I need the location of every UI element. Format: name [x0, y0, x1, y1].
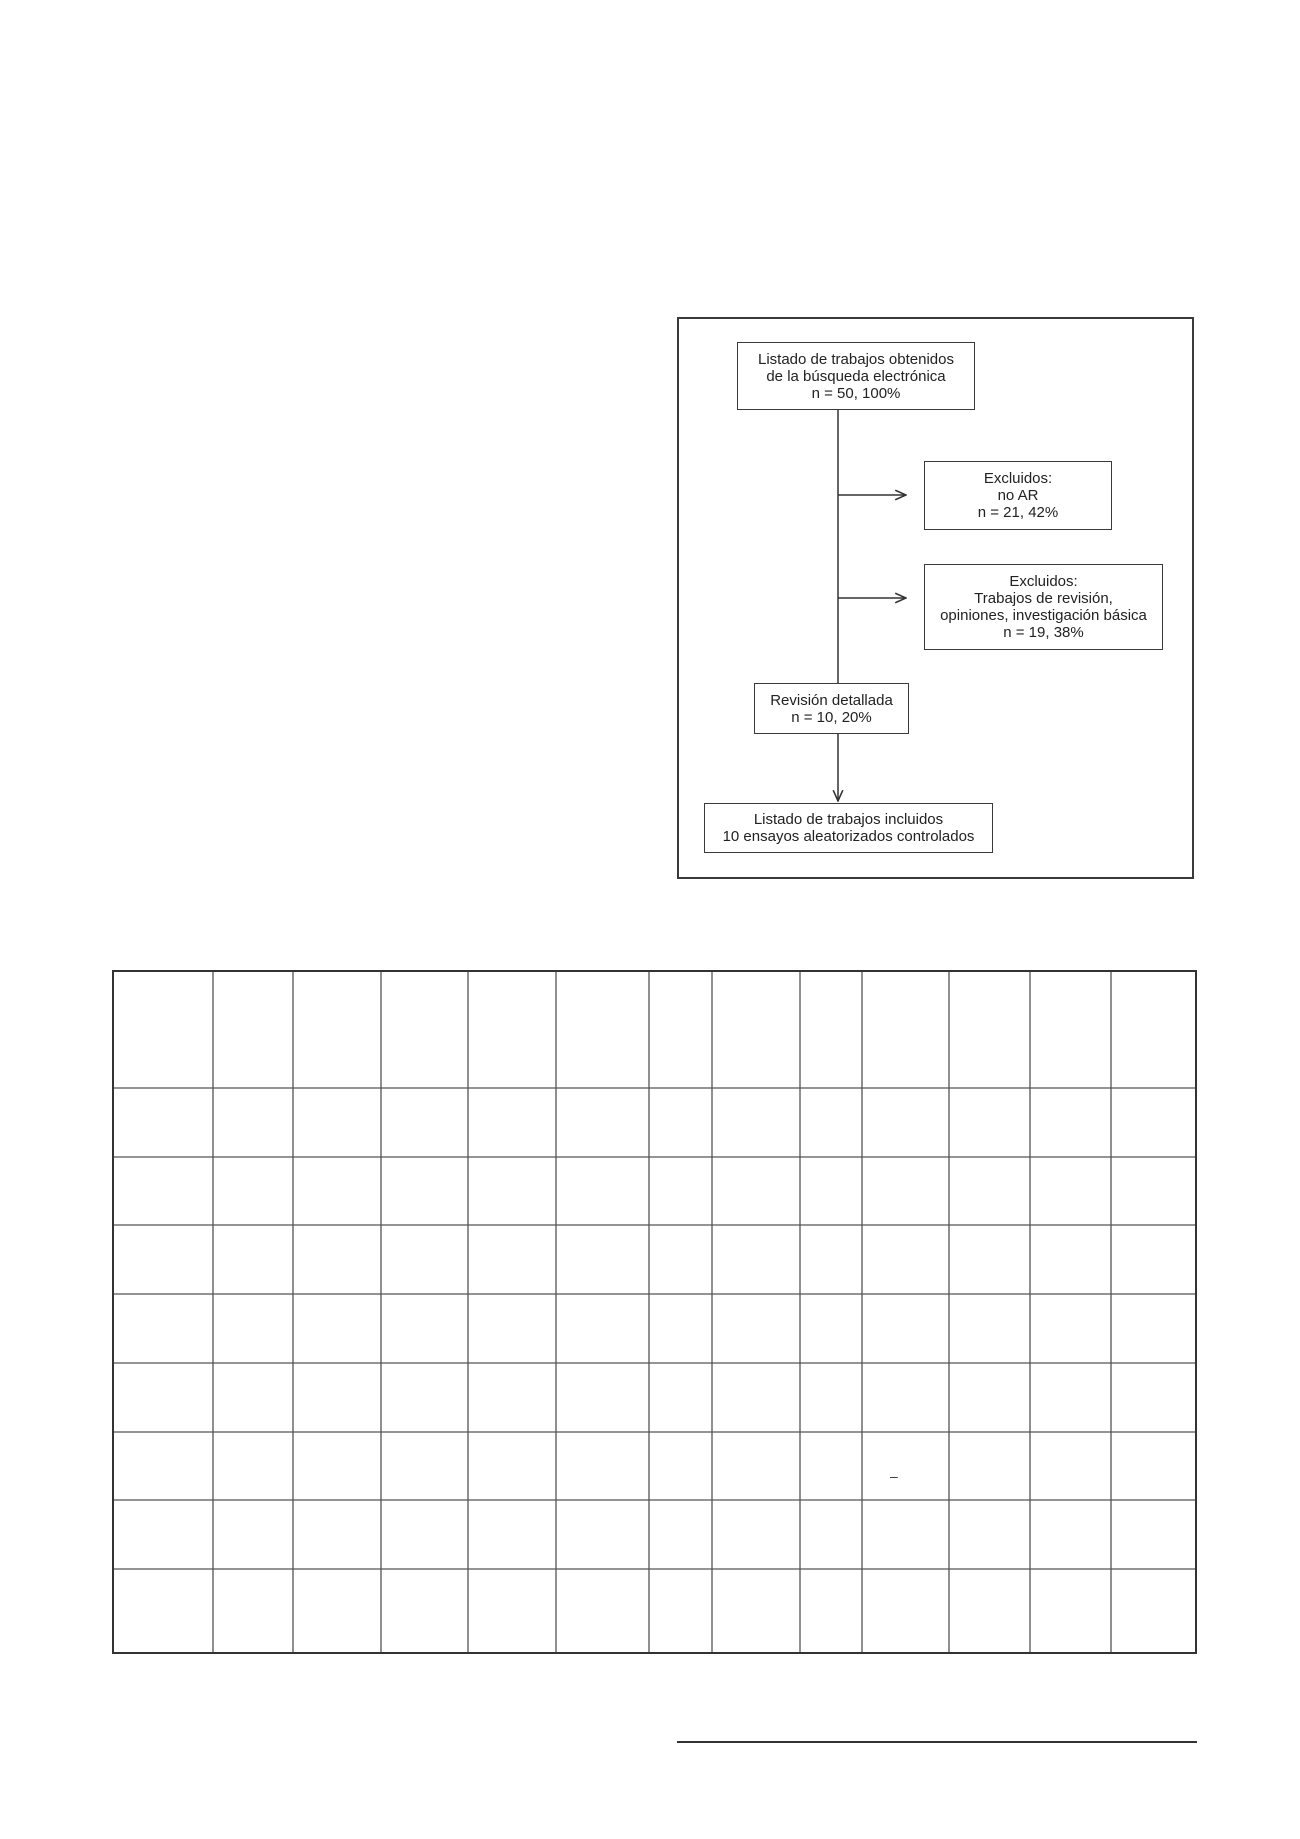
box-excluded-no-ar-line-3: n = 21, 42% [977, 504, 1059, 521]
box-detailed-review-line-2: n = 10, 20% [791, 708, 872, 726]
box-search-results-line-3: n = 50, 100% [811, 384, 901, 402]
box-excluded-reviews-line-3: opiniones, investigación básica [940, 607, 1147, 624]
box-excluded-reviews-line-1: Excluidos: [1009, 573, 1078, 590]
footnote-rule [677, 1741, 1197, 1743]
box-excluded-reviews-line-2: Trabajos de revisión, [974, 590, 1113, 607]
box-excluded-reviews-line-4: n = 19, 38% [1003, 624, 1084, 641]
box-search-results-line-1: Listado de trabajos obtenidos [758, 350, 954, 368]
box-included-studies-line-1: Listado de trabajos incluidos [753, 811, 944, 828]
box-search-results-line-2: de la búsqueda electrónica [766, 367, 946, 385]
table-cell-dash: – [890, 1468, 898, 1484]
box-included-studies-line-2: 10 ensayos aleatorizados controlados [722, 828, 975, 845]
box-excluded-no-ar-line-2: no AR [997, 487, 1039, 504]
box-excluded-no-ar-line-1: Excluidos: [983, 470, 1053, 487]
box-detailed-review-line-1: Revisión detallada [770, 691, 893, 709]
